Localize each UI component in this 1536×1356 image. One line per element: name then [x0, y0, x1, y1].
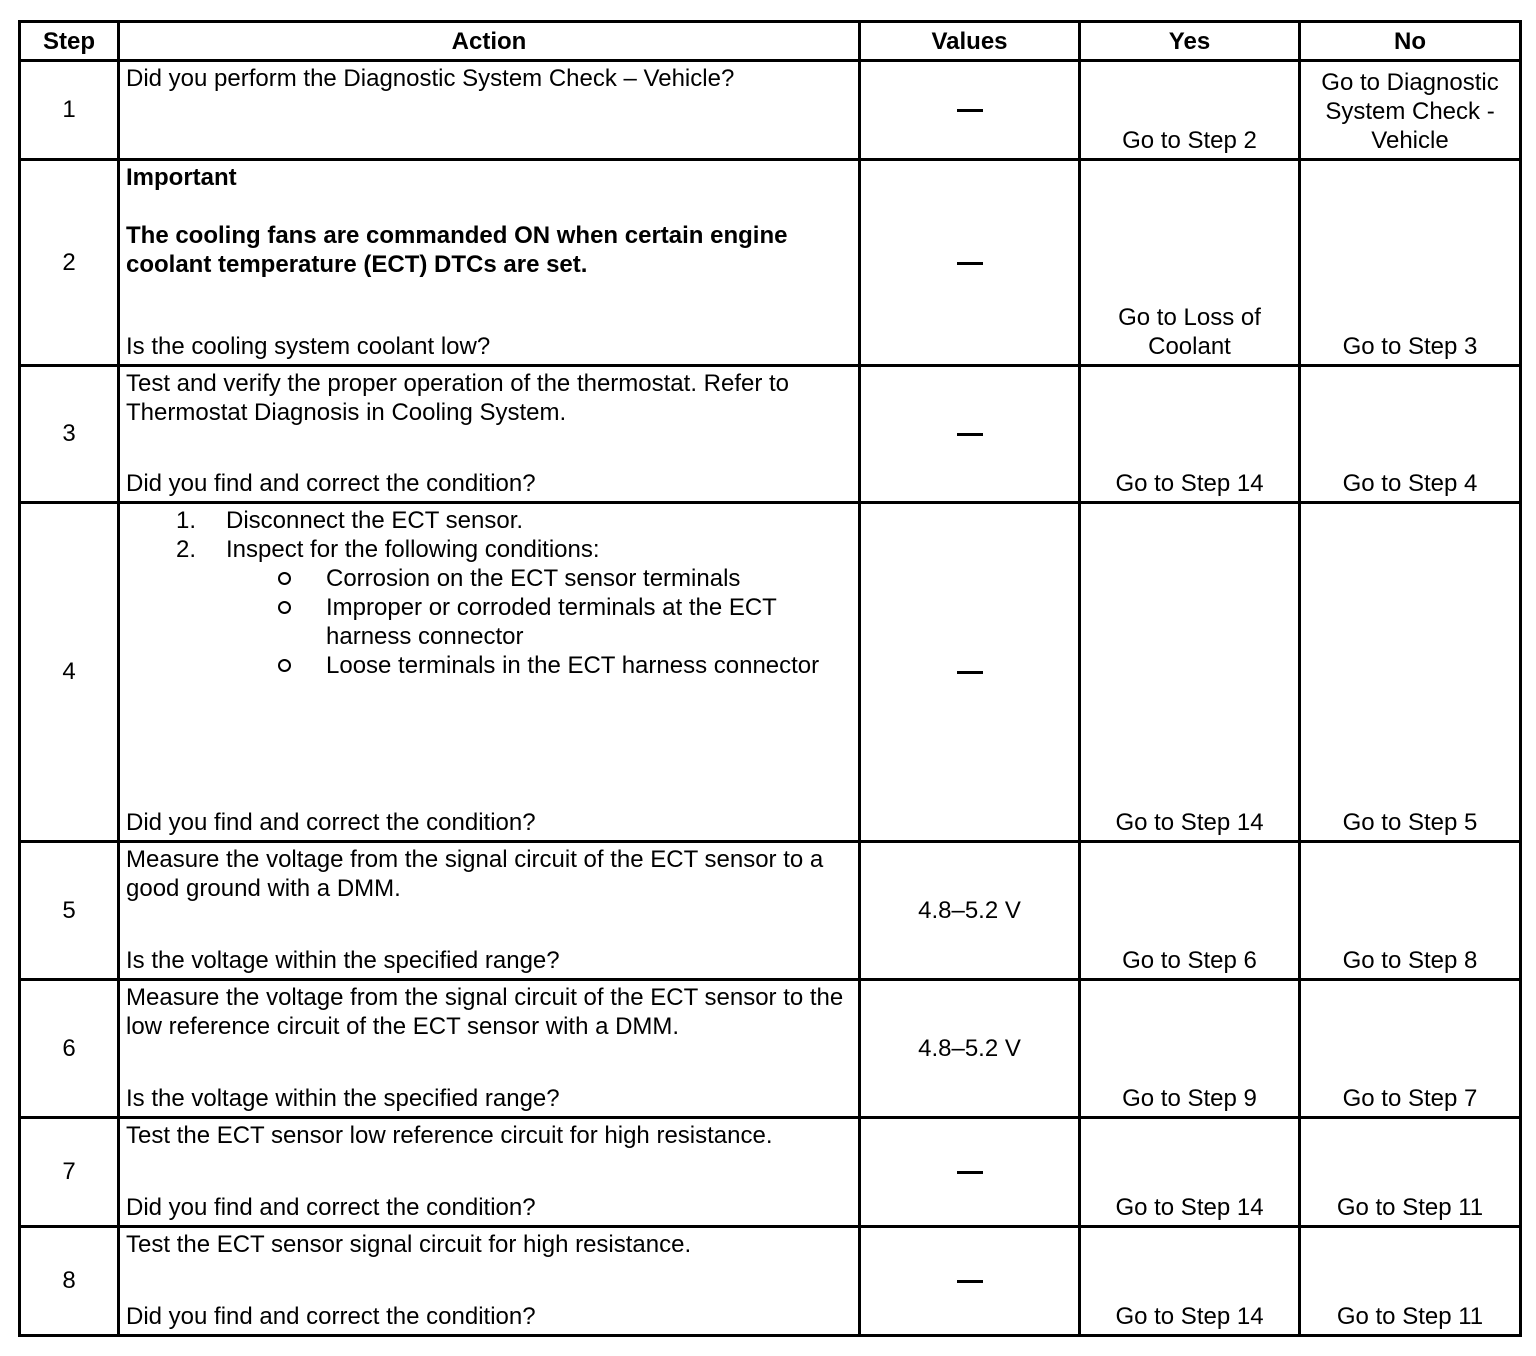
action-text: Measure the voltage from the signal circuit of the ECT sensor to the low reference circuit of the ECT sensor with a DMM.	[126, 984, 844, 1040]
yes-cell: Go to Loss of Coolant	[1080, 160, 1300, 366]
instruction-list	[126, 506, 852, 680]
question-text: Is the voltage within the specified range?	[126, 947, 560, 974]
no-cell: Go to Step 5	[1300, 503, 1521, 842]
question-text: Did you find and correct the condition?	[126, 809, 536, 836]
value-cell	[860, 61, 1080, 160]
bullet-icon	[276, 595, 292, 611]
action-text: Did you perform the Diagnostic System Check – Vehicle?	[126, 65, 735, 92]
step-number: 5	[20, 842, 119, 980]
dash-mark	[957, 433, 983, 436]
table-row	[20, 366, 1521, 503]
action-cell	[119, 366, 860, 503]
important-label: Important	[126, 164, 237, 191]
dash-mark	[957, 109, 983, 112]
action-text: Test the ECT sensor signal circuit for high resistance.	[126, 1231, 692, 1258]
important-text: The cooling fans are commanded ON when certain engine coolant temperature (ECT) DTCs are set.	[126, 222, 788, 278]
dash-mark	[957, 262, 983, 265]
yes-cell: Go to Step 6	[1080, 842, 1300, 980]
header-no: No	[1300, 22, 1521, 61]
action-cell	[119, 160, 860, 366]
dash-mark	[957, 1171, 983, 1174]
step-number: 7	[20, 1118, 119, 1227]
table-row	[20, 503, 1521, 842]
question-text: Did you find and correct the condition?	[126, 1303, 536, 1330]
table-row	[20, 160, 1521, 366]
header-values: Values	[860, 22, 1080, 61]
value-cell	[860, 366, 1080, 503]
step-number: 2	[20, 160, 119, 366]
step-number: 8	[20, 1227, 119, 1336]
table-row	[20, 1118, 1521, 1227]
table-row	[20, 842, 1521, 980]
list-item: 2. Inspect for the following conditions: Corrosion on the ECT sensor terminals Improper or corroded terminals at the ECT harness connector Loose terminals in the ECT harness connector	[126, 535, 852, 680]
action-text: Test and verify the proper operation of the thermostat. Refer to Thermostat Diagnosis in Cooling System.	[126, 370, 790, 426]
list-item: Loose terminals in the ECT harness connector	[226, 651, 852, 680]
no-cell: Go to Step 11	[1300, 1118, 1521, 1227]
yes-cell: Go to Step 14	[1080, 503, 1300, 842]
no-cell: Go to Step 11	[1300, 1227, 1521, 1336]
table-row	[20, 1227, 1521, 1336]
yes-cell: Go to Step 14	[1080, 366, 1300, 503]
no-cell: Go to Step 4	[1300, 366, 1521, 503]
no-cell: Go to Step 3	[1300, 160, 1521, 366]
list-item: 1. Disconnect the ECT sensor.	[176, 507, 524, 534]
action-text: Test the ECT sensor low reference circuit for high resistance.	[126, 1122, 773, 1149]
bullet-icon	[276, 653, 292, 669]
no-cell: Go to Step 7	[1300, 980, 1521, 1118]
action-cell	[119, 980, 860, 1118]
step-number: 4	[20, 503, 119, 842]
dash-mark	[957, 671, 983, 674]
question-text: Is the cooling system coolant low?	[126, 333, 491, 360]
step-number: 6	[20, 980, 119, 1118]
action-cell	[119, 1118, 860, 1227]
yes-cell: Go to Step 2	[1080, 61, 1300, 160]
action-cell	[119, 61, 860, 160]
header-step: Step	[20, 22, 119, 61]
diagnostic-table	[18, 20, 1522, 1337]
header-action: Action	[119, 22, 860, 61]
yes-cell: Go to Step 9	[1080, 980, 1300, 1118]
value-cell: 4.8–5.2 V	[860, 980, 1080, 1118]
no-cell: Go to Diagnostic System Check - Vehicle	[1300, 61, 1521, 160]
value-cell	[860, 503, 1080, 842]
table-row	[20, 980, 1521, 1118]
bullet-icon	[276, 566, 292, 582]
dash-mark	[957, 1280, 983, 1283]
list-item: Corrosion on the ECT sensor terminals	[226, 564, 852, 593]
action-text: Measure the voltage from the signal circuit of the ECT sensor to a good ground with a DMM.	[126, 846, 824, 902]
question-text: Did you find and correct the condition?	[126, 470, 536, 497]
step-number: 3	[20, 366, 119, 503]
yes-cell: Go to Step 14	[1080, 1118, 1300, 1227]
action-cell	[119, 842, 860, 980]
yes-cell: Go to Step 14	[1080, 1227, 1300, 1336]
action-cell	[119, 1227, 860, 1336]
question-text: Did you find and correct the condition?	[126, 1194, 536, 1221]
value-cell	[860, 1227, 1080, 1336]
header-row	[20, 22, 1521, 61]
table-row	[20, 61, 1521, 160]
action-cell	[119, 503, 860, 842]
list-item: Improper or corroded terminals at the ECT harness connector	[226, 593, 852, 651]
value-cell	[860, 1118, 1080, 1227]
question-text: Is the voltage within the specified range?	[126, 1085, 560, 1112]
value-cell	[860, 160, 1080, 366]
no-cell: Go to Step 8	[1300, 842, 1521, 980]
condition-list	[226, 564, 852, 680]
step-number: 1	[20, 61, 119, 160]
header-yes: Yes	[1080, 22, 1300, 61]
value-cell: 4.8–5.2 V	[860, 842, 1080, 980]
